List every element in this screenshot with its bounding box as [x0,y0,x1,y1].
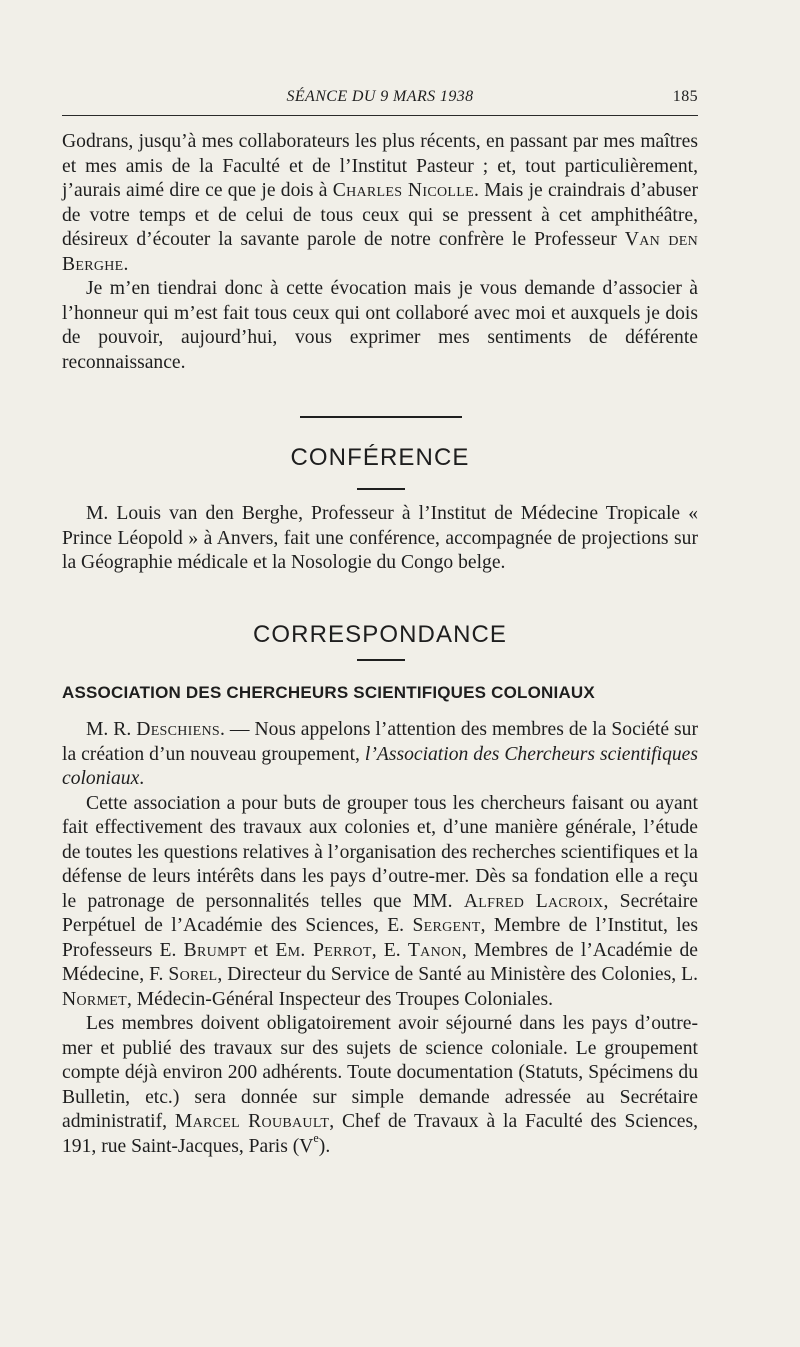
section-divider [300,416,462,418]
person-name: Sorel [168,964,218,985]
running-title: SÉANCE DU 9 MARS 1938 [286,88,474,105]
person-name: Van den Berghe [62,229,698,275]
conference-text [62,502,698,576]
intro-text [62,130,698,375]
intro-paragraph-2: Je m’en tiendrai donc à cette évocation mais je vous demande d’associer à l’honneur qui m’est fait tous ceux qui ont collaboré avec moi et auxquels je dois de pouvoir, aujourd’hui, vous exprimer mes sentiments de déférente reconnaissance. [62,278,698,373]
person-name: Alfred Lacroix [463,890,604,912]
correspondance-text [62,718,698,1159]
person-name: Normet [62,988,127,1010]
person-name: Deschiens [136,719,220,740]
association-name: l’Association des Chercheurs scientifiques coloniaux [62,743,698,789]
correspondance-paragraph-2: Cette association a pour buts de grouper tous les chercheurs faisant ou ayant fait effectivement des travaux aux colonies et, d’une manière générale, l’étude de toutes les questions relatives à l’organisation des recherches scientifiques et la défense de leurs intérêts dans les pays d’outre-mer. Dès sa fondation elle a reçu le patronage de personnalités telles que MM. Alfred Lacroix, Secrétaire Perpétuel de l’Académie des Sciences, E. Sergent, Membre de l’Institut, les Professeurs E. Brumpt et Em. Perrot, E. Tanon, Membres de l’Académie de Médecine, F. Sorel, Directeur du Service de Santé au Ministère des Colonies, L. Normet, Médecin-Général Inspecteur des Troupes Coloniales. [62,792,698,1010]
header-rule [62,115,698,116]
correspondance-heading: CORRESPONDANCE [252,621,508,648]
heading-underline [357,488,405,490]
conference-paragraph: M. Louis van den Berghe, Professeur à l’Institut de Médecine Tropicale « Prince Léopold » à Anvers, fait une conférence, accompagnée de projections sur la Géographie médicale et la Nosologie du Congo belge. [62,503,698,573]
heading-underline [357,659,405,661]
superscript: e [313,1130,319,1145]
person-name: Marcel Roubault [174,1111,330,1132]
intro-paragraph-1: Godrans, jusqu’à mes collaborateurs les plus récents, en passant par mes maîtres et mes amis de la Faculté et de l’Institut Pasteur ; et, tout particulièrement, j’aurais aimé dire ce que je dois à Charles Nicolle. Mais je craindrais d’abuser de votre temps et de celui de tous ceux qui se pressent à cet amphithéâtre, désireux d’écouter la savante parole de notre confrère le Professeur Van den Berghe. [62,131,698,275]
page-number: 185 [672,88,698,105]
association-subheading: ASSOCIATION DES CHERCHEURS SCIENTIFIQUES COLONIAUX [62,683,595,702]
person-name: Sergent [412,915,481,936]
correspondance-paragraph-3: Les membres doivent obligatoirement avoir séjourné dans les pays d’outre-mer et publié des travaux sur des sujets de science coloniale. Le groupement compte déjà environ 200 adhérents. Toute documentation (Statuts, Spécimens du Bulletin, etc.) sera donnée sur simple demande adressée au Secrétaire administratif, Marcel Roubault, Chef de Travaux à la Faculté des Sciences, 191, rue Saint-Jacques, Paris (Ve). [62,1013,698,1157]
person-name: Brumpt [183,939,247,961]
person-name: Em. Perrot [275,939,372,961]
conference-heading: CONFÉRENCE [290,444,470,471]
person-name: Charles Nicolle [332,180,474,201]
running-head [62,88,698,112]
correspondance-paragraph-1: M. R. Deschiens. — Nous appelons l’attention des membres de la Société sur la création d’un nouveau groupement, l’Association des Chercheurs scientifiques coloniaux. [62,719,698,789]
person-name: Tanon [407,939,462,961]
